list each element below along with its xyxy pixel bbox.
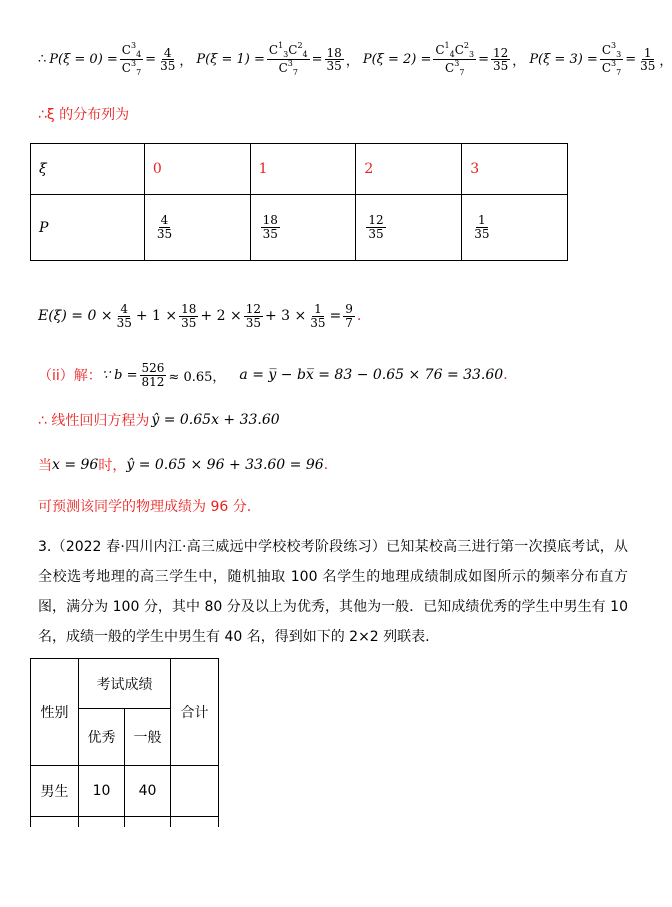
fraction: $\frac{4}{35}$ (116, 302, 132, 330)
table-cell (31, 817, 79, 827)
regression-line (38, 410, 280, 430)
p0-lhs: P(ξ = 0) = (49, 52, 118, 68)
part-ii-line: （ii）解： ∵ b = $\frac{526}{812}$ ≈ 0.65， a = y̅ − bx̅ = 83 − 0.65 × 76 = 33.60 . (38, 361, 508, 389)
male-excellent-cell: 10 (79, 766, 125, 817)
xi-value: 0 (144, 144, 250, 195)
problem-3-text: 3.（2022 春·四川内江·高三威远中学校校考阶段练习）已知某校高三进行第一次摸底考试，从全校选考地理的高三学生中，随机抽取 100 名学生的地理成绩制成如图所示的频率分布直方图，满分为 100 分，其中 80 分及以上为优秀，其他为一般．已知成绩优秀的学生中男生有 10 名，成绩一般的学生中男生有 40 名，得到如下的 2×2 列联表. (38, 539, 628, 645)
table-cell (171, 817, 219, 827)
expectation-line: E(ξ) = 0 × $\frac{4}{35}$ + 1 × $\frac{18}{35}$ + 2 × $\frac{12}{35}$ + 3 × $\frac{1}{35}$ = $\frac{9}{7}$ . (38, 302, 362, 330)
p3-result: $\frac{1}{35}$ (640, 45, 656, 74)
average-header: 一般 (125, 709, 171, 766)
p-value: $\frac{1}{35}$ (462, 195, 568, 261)
fraction: $\frac{12}{35}$ (245, 302, 261, 330)
p1-lhs: P(ξ = 1) = (196, 52, 265, 68)
combination-fraction: $\frac{C^1_4C^2_3}{C^3_7}$ (435, 41, 475, 78)
probability-line: ∴ P(ξ = 0) = $\frac{C^3_4}{C^3_7}$ = $\frac{4}{35}$ ， P(ξ = 1) = $\frac{C^1_3C^2_4}{C^3_7}$ = $\frac{18}{35}$ ， P(ξ = 2) = $\frac{C^1_4C^2_3}{C^3_7}$ = $\frac{12}{35}$ ， P(ξ = 3) = $\frac{C^3_3}{C^3_7}$ = $\frac{1}{35}$ ， (38, 41, 672, 78)
xi-header: ξ (31, 144, 145, 195)
conclusion-text: 可预测该同学的物理成绩为 96 分. (38, 499, 252, 515)
fraction: $\frac{9}{7}$ (345, 302, 353, 330)
x-value: x = 96 (52, 457, 99, 473)
a-expression: a = y̅ − bx̅ = 83 − 0.65 × 76 = 33.60 (239, 367, 504, 384)
total-header: 合计 (171, 659, 219, 766)
xi-value: 2 (356, 144, 462, 195)
table-cell (125, 817, 171, 827)
combination-fraction: $\frac{C^3_4}{C^3_7}$ (121, 41, 142, 78)
prediction-line: 当 x = 96 时， ŷ = 0.65 × 96 + 33.60 = 96 . (38, 457, 329, 474)
contingency-table (30, 658, 219, 827)
combination-fraction: $\frac{C^3_3}{C^3_7}$ (601, 41, 622, 78)
distribution-table (30, 143, 568, 261)
fraction: $\frac{18}{35}$ (181, 302, 197, 330)
prediction-equation: ŷ = 0.65 × 96 + 33.60 = 96 (126, 457, 324, 473)
p0-result: $\frac{4}{35}$ (160, 45, 176, 74)
male-average-cell: 40 (125, 766, 171, 817)
p2-lhs: P(ξ = 2) = (362, 52, 432, 68)
excellent-header: 优秀 (79, 709, 125, 766)
regression-equation: ŷ = 0.65x + 33.60 (151, 412, 280, 428)
expectation-lhs: E(ξ) = 0 × (38, 308, 113, 325)
p3-lhs: P(ξ = 3) = (529, 52, 598, 68)
male-label: 男生 (31, 766, 79, 817)
male-total-cell (171, 766, 219, 817)
p-value: $\frac{4}{35}$ (144, 195, 250, 261)
table-cell (79, 817, 125, 827)
therefore-symbol: ∴ (38, 52, 47, 68)
p1-result: $\frac{18}{35}$ (326, 45, 342, 74)
p-value: $\frac{18}{35}$ (250, 195, 356, 261)
fraction: $\frac{1}{35}$ (310, 302, 326, 330)
part-ii-label: （ii）解： (38, 368, 102, 385)
xi-value: 1 (250, 144, 356, 195)
p2-result: $\frac{12}{35}$ (493, 45, 509, 74)
distribution-heading: ∴ξ 的分布列为 (38, 107, 130, 123)
p-label: P (31, 195, 145, 261)
xi-value: 3 (462, 144, 568, 195)
combination-fraction: $\frac{C^1_3C^2_4}{C^3_7}$ (268, 41, 308, 78)
score-header: 考试成绩 (79, 659, 171, 709)
p-value: $\frac{12}{35}$ (356, 195, 462, 261)
regression-prefix: ∴ 线性回归方程为 (38, 413, 150, 429)
gender-header: 性别 (31, 659, 79, 766)
b-fraction: $\frac{526}{812}$ (141, 361, 165, 389)
